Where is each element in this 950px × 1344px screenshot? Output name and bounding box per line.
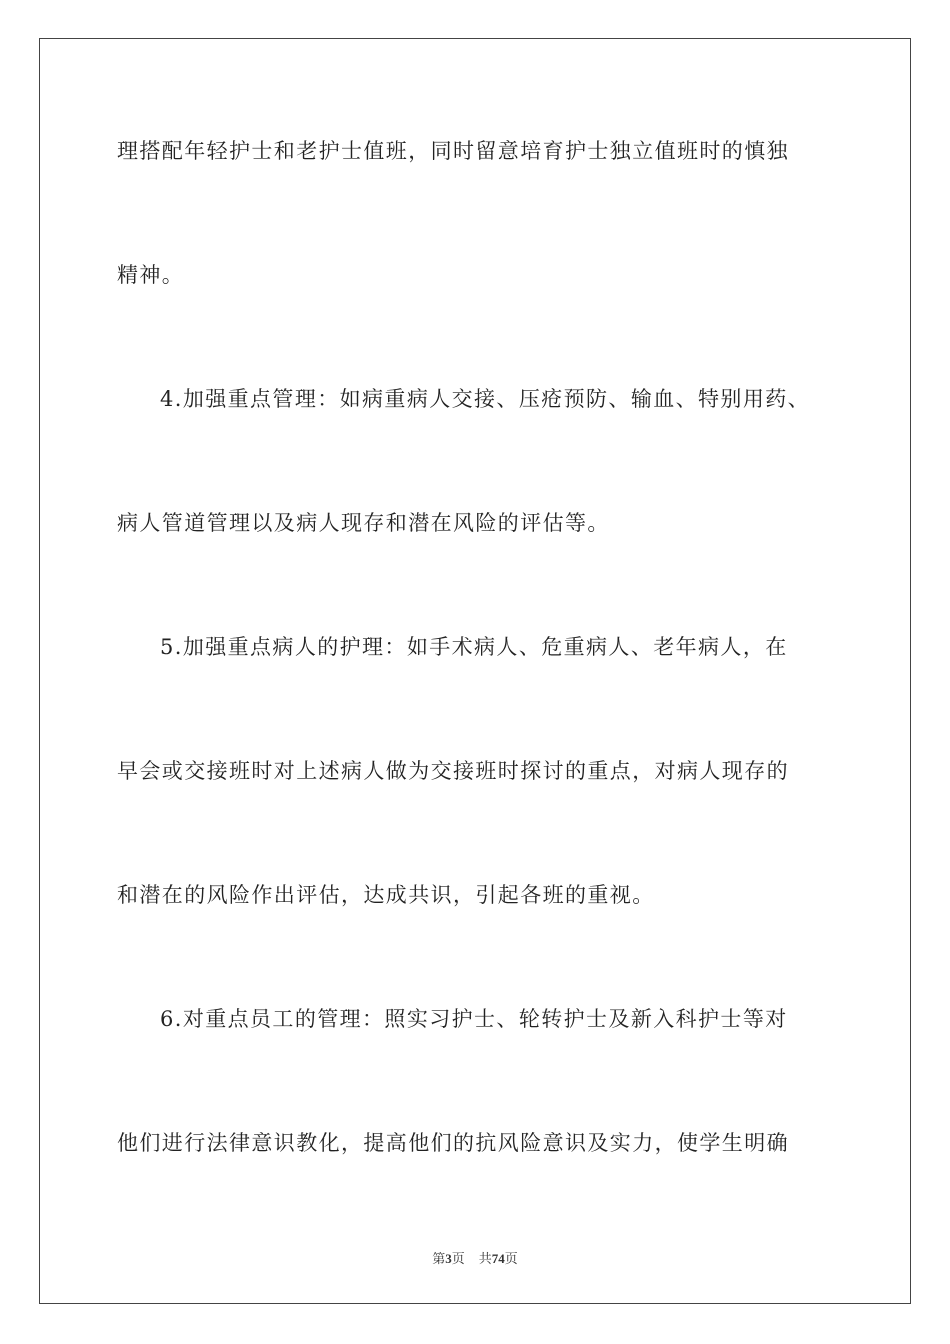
page-suffix: 页 — [451, 1251, 465, 1266]
text-line-1: 理搭配年轻护士和老护士值班，同时留意培育护士独立值班时的慎独 — [117, 139, 789, 163]
text-line-8: 6.对重点员工的管理：照实习护士、轮转护士及新入科护士等对 — [160, 1007, 788, 1031]
text-line-3: 4.加强重点管理：如病重病人交接、压疮预防、输血、特别用药、 — [160, 387, 811, 411]
total-suffix: 页 — [504, 1251, 518, 1266]
text-line-9: 他们进行法律意识教化，提高他们的抗风险意识及实力，使学生明确 — [117, 1131, 789, 1155]
text-line-4: 病人管道管理以及病人现存和潜在风险的评估等。 — [117, 511, 610, 535]
page-prefix: 第 — [432, 1251, 446, 1266]
page-number: 3 — [445, 1251, 452, 1266]
text-line-6: 早会或交接班时对上述病人做为交接班时探讨的重点，对病人现存的 — [117, 759, 789, 783]
total-prefix: 共 — [478, 1251, 492, 1266]
text-line-2: 精神。 — [117, 263, 185, 287]
page-footer — [0, 1248, 950, 1267]
page-border — [39, 38, 911, 1304]
text-line-7: 和潜在的风险作出评估，达成共识，引起各班的重视。 — [117, 883, 655, 907]
total-pages: 74 — [491, 1251, 505, 1266]
text-line-5: 5.加强重点病人的护理：如手术病人、危重病人、老年病人，在 — [160, 635, 788, 659]
